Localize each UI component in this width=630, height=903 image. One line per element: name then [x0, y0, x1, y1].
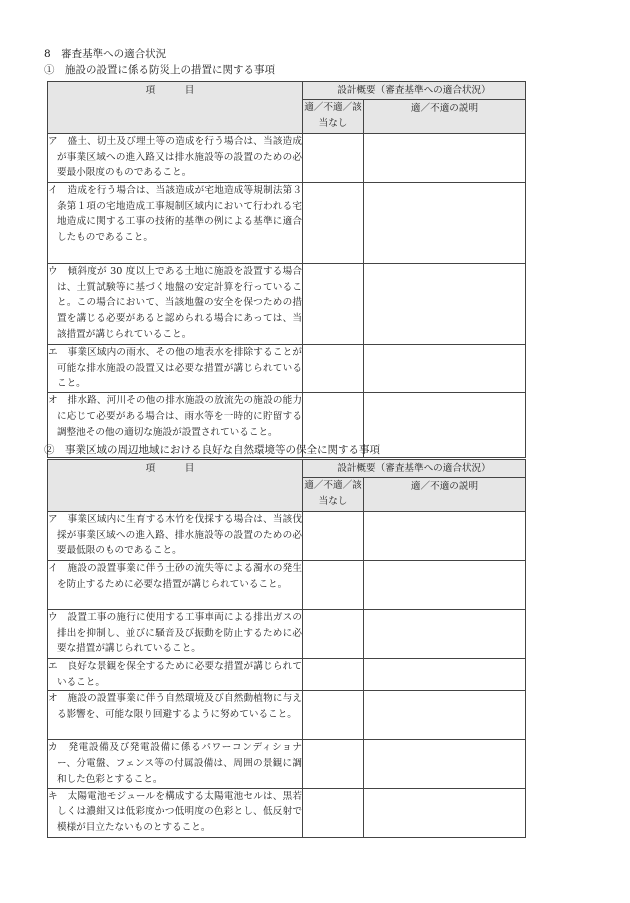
table-row [48, 610, 526, 659]
criterion-text: ウ 傾斜度が 30 度以上である土地に施設を設置する場合は、土質試験等に基づく地盤の安定計算を行っていること。この場合において、当該地盤の安全を保つための措置を講じる必要があると認められる場合にあっては、当該措置が講じられていること。 [48, 266, 302, 340]
criterion-cell [48, 740, 303, 788]
explanation-cell[interactable] [364, 561, 526, 610]
criterion-text: ア 盛土、切土及び埋土等の造成を行う場合は、当該造成が事業区域への進入路又は排水施設等の設置のための必要最小限度のものであること。 [48, 136, 302, 179]
suitability-cell[interactable] [303, 512, 364, 561]
suitability-cell[interactable] [303, 134, 364, 183]
explanation-cell[interactable] [364, 134, 526, 183]
table-row [48, 691, 526, 740]
criterion-text: イ 造成を行う場合は、当該造成が宅地造成等規制法第３条第１項の宅地造成工事規制区域内において行われる宅地造成に関する工事の技術的基準の例による基準に適合したものであること。 [48, 185, 302, 244]
criterion-text: エ 良好な景観を保全するために必要な措置が講じられていること。 [48, 661, 302, 688]
explanation-cell[interactable] [364, 345, 526, 393]
design-summary-header: 設計概要（審査基準への適合状況） [303, 82, 526, 100]
table-row [48, 134, 526, 183]
explanation-cell[interactable] [364, 788, 526, 837]
suitability-cell[interactable] [303, 659, 364, 691]
suitability-cell[interactable] [303, 740, 364, 788]
criterion-text: ウ 設置工事の施行に使用する工事車両による排出ガスの排出を抑制し、並びに騒音及び振動を防止するために必要な措置が講じられていること。 [48, 612, 302, 655]
table-row [48, 183, 526, 264]
criterion-text: カ 発電設備及び発電設備に係るパワーコンディショナー、分電盤、フェンス等の付属設備は、周囲の景観に調和した色彩とすること。 [48, 742, 302, 785]
suitability-cell[interactable] [303, 183, 364, 264]
criterion-cell [48, 691, 303, 740]
criterion-text: オ 施設の設置事業に伴う自然環境及び自然動植物に与える影響を、可能な限り回避するように努めていること。 [48, 693, 302, 721]
criterion-cell [48, 512, 303, 561]
design-summary-header: 設計概要（審査基準への適合状況） [303, 460, 526, 478]
criterion-text: イ 施設の設置事業に伴う土砂の流失等による濁水の発生を防止するために必要な措置が講じられていること。 [48, 563, 302, 590]
criterion-cell [48, 183, 303, 264]
explanation-cell[interactable] [364, 264, 526, 345]
explanation-cell[interactable] [364, 691, 526, 740]
subsection-1-title: ① 施設の設置に係る防災上の措置に関する事項 [44, 64, 275, 76]
explanation-cell[interactable] [364, 512, 526, 561]
table-row [48, 788, 526, 837]
explanation-cell[interactable] [364, 659, 526, 691]
criterion-cell [48, 788, 303, 837]
criterion-text: エ 事業区域内の雨水、その他の地表水を排除することが可能な排水施設の設置又は必要な措置が講じられていること。 [48, 347, 302, 390]
suitability-header: 適／不適／該当なし [303, 100, 364, 134]
table-row [48, 659, 526, 691]
hazard-prevention-table [47, 81, 526, 458]
explanation-cell[interactable] [364, 740, 526, 788]
table-row [48, 345, 526, 393]
criterion-text: オ 排水路、河川その他の排水施設の放流先の施設の能力に応じて必要がある場合は、雨水等を一時的に貯留する調整池その他の適切な施設が設置されていること。 [48, 395, 302, 438]
suitability-cell[interactable] [303, 345, 364, 393]
criterion-cell [48, 345, 303, 393]
suitability-cell[interactable] [303, 610, 364, 659]
explanation-cell[interactable] [364, 183, 526, 264]
criterion-cell [48, 134, 303, 183]
suitability-cell[interactable] [303, 561, 364, 610]
suitability-cell[interactable] [303, 264, 364, 345]
subsection-2-title: ② 事業区域の周辺地域における良好な自然環境等の保全に関する事項 [44, 444, 380, 456]
table-row [48, 561, 526, 610]
section-title: 8 審査基準への適合状況 [44, 48, 167, 60]
environment-conservation-table [47, 459, 526, 838]
criterion-text: キ 太陽電池モジュールを構成する太陽電池セルは、黒若しくは濃紺又は低彩度かつ低明度の色彩とし、低反射で模様が目立たないものとすること。 [48, 790, 302, 833]
criterion-cell [48, 610, 303, 659]
criterion-cell [48, 561, 303, 610]
suitability-cell[interactable] [303, 788, 364, 837]
criterion-cell [48, 659, 303, 691]
table-row [48, 264, 526, 345]
criterion-cell [48, 264, 303, 345]
suitability-cell[interactable] [303, 691, 364, 740]
explanation-cell[interactable] [364, 393, 526, 458]
item-column-header: 項 目 [48, 82, 303, 134]
table-row [48, 512, 526, 561]
explanation-header: 適／不適の説明 [364, 100, 526, 134]
table-row [48, 740, 526, 788]
item-column-header: 項 目 [48, 460, 303, 512]
explanation-cell[interactable] [364, 610, 526, 659]
explanation-header: 適／不適の説明 [364, 478, 526, 512]
suitability-header: 適／不適／該当なし [303, 478, 364, 512]
criterion-text: ア 事業区域内に生育する木竹を伐採する場合は、当該伐採が事業区域への進入路、排水施設等の設置のための必要最低限のものであること。 [48, 514, 302, 557]
